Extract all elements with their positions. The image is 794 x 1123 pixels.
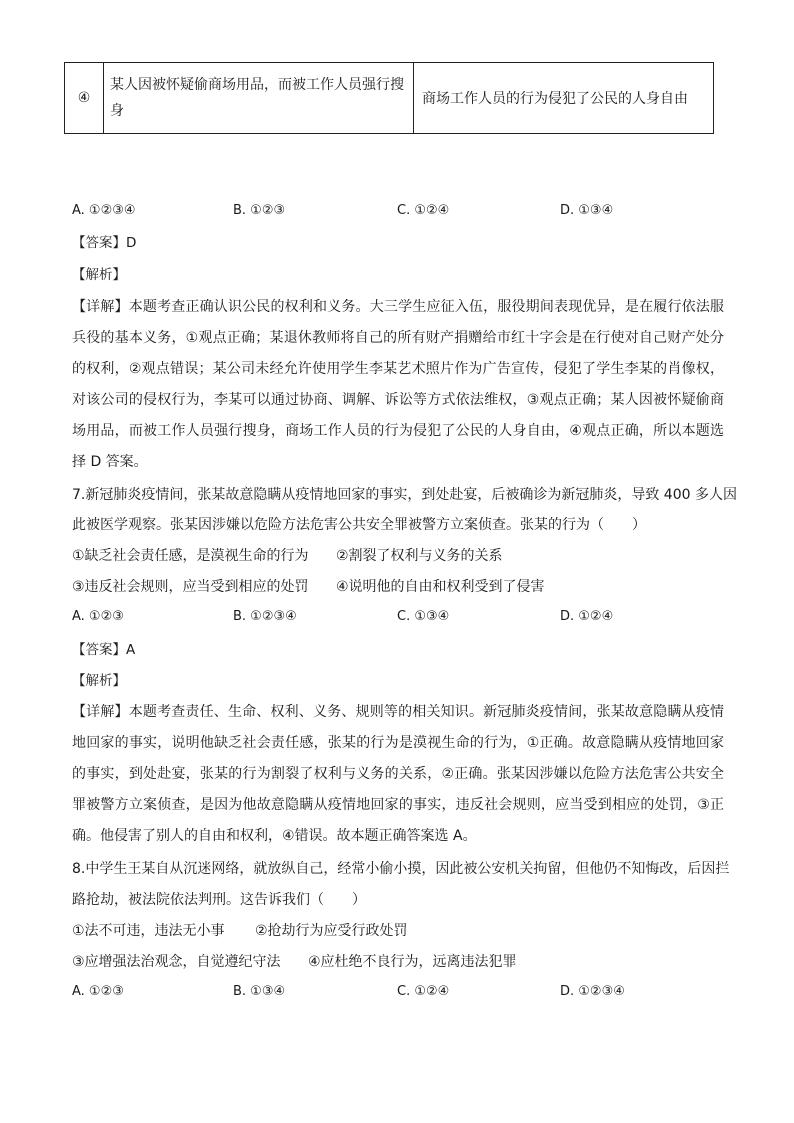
q8-choice-3: ③应增强法治观念，自觉遵纪守法 [72, 954, 281, 970]
q7-choice-4: ④说明他的自由和权利受到了侵害 [336, 579, 545, 595]
q7-choice-1: ①缺乏社会责任感，是漠视生命的行为 [72, 548, 309, 564]
row-judgement: 商场工作人员的行为侵犯了公民的人身自由 [422, 91, 688, 107]
q7-choice-3: ③违反社会规则，应当受到相应的处罚 [72, 579, 309, 595]
q6-option-d[interactable]: D. ①③④ [560, 203, 614, 218]
q8-option-a[interactable]: A. ①②③ [72, 984, 124, 999]
q8-choice-4: ④应杜绝不良行为，远离违法犯罪 [308, 954, 517, 970]
q8-choice-1: ①法不可违，违法无小事 [72, 923, 225, 939]
rights-table-row [64, 62, 714, 134]
q7-stem-line1: 7.新冠肺炎疫情间，张某故意隐瞒从疫情地回家的事实，到处赴宴，后被确诊为新冠肺炎，导致 400 多人因 [72, 487, 737, 503]
q7-option-c[interactable]: C. ①③④ [397, 609, 450, 624]
q8-option-d[interactable]: D. ①②③④ [560, 984, 625, 999]
q8-stem-line2: 路抢劫，被法院依法判刑。这告诉我们（ ） [72, 892, 366, 908]
row-case: 某人因被怀疑偷商场用品，而被工作人员强行搜身 [104, 63, 414, 133]
q7-choice-2: ②割裂了权利与义务的关系 [336, 548, 503, 564]
row-number: ④ [65, 63, 104, 133]
q8-choice-2: ②抢劫行为应受行政处罚 [255, 923, 408, 939]
q7-options [72, 609, 732, 629]
q6-answer: 【答案】D [72, 235, 137, 251]
q6-options [72, 203, 732, 223]
q7-option-b[interactable]: B. ①②③④ [233, 609, 297, 624]
q6-detail: 【详解】本题考查正确认识公民的权利和义务。大三学生应征入伍，服役期间表现优异，是在履行依法服兵役的基本义务，①观点正确；某退休教师将自己的所有财产捐赠给市红十字会是在行使对自己财产处分的权利，②观点错误；某公司未经允许使用学生李某艺术照片作为广告宣传，侵犯了学生李某的肖像权，对该公司的侵权行为，李某可以通过协商、调解、诉讼等方式依法维权，③观点正确；某人因被怀疑偷商场用品，而被工作人员强行搜身，商场工作人员的行为侵犯了公民的人身自由，④观点正确，所以本题选择 D 答案。 [72, 299, 724, 470]
q6-analysis-label: 【解析】 [72, 267, 126, 283]
q6-option-b[interactable]: B. ①②③ [233, 203, 286, 218]
q6-option-a[interactable]: A. ①②③④ [72, 203, 136, 218]
q8-option-b[interactable]: B. ①③④ [233, 984, 286, 999]
q8-stem-line1: 8.中学生王某自从沉迷网络，就放纵自己，经常小偷小摸，因此被公安机关拘留，但他仍不知悔改，后因拦 [72, 861, 730, 877]
q7-analysis-label: 【解析】 [72, 673, 126, 689]
q7-option-a[interactable]: A. ①②③ [72, 609, 124, 624]
q7-detail: 【详解】本题考查责任、生命、权利、义务、规则等的相关知识。新冠肺炎疫情间，张某故意隐瞒从疫情地回家的事实，说明他缺乏社会责任感，张某的行为是漠视生命的行为，①正确。故意隐瞒从疫情地回家的事实，到处赴宴，张某的行为割裂了权利与义务的关系，②正确。张某因涉嫌以危险方法危害公共安全罪被警方立案侦查，是因为他故意隐瞒从疫情地回家的事实，违反社会规则，应当受到相应的处罚，③正确。他侵害了别人的自由和权利，④错误。故本题正确答案选 A。 [72, 704, 724, 844]
q7-stem-line2: 此被医学观察。张某因涉嫌以危险方法危害公共安全罪被警方立案侦查。张某的行为（ ） [72, 517, 646, 533]
q8-options [72, 984, 732, 1004]
q7-answer: 【答案】A [72, 642, 136, 658]
q6-option-c[interactable]: C. ①②④ [397, 203, 450, 218]
q8-option-c[interactable]: C. ①②④ [397, 984, 450, 999]
q7-option-d[interactable]: D. ①②④ [560, 609, 614, 624]
